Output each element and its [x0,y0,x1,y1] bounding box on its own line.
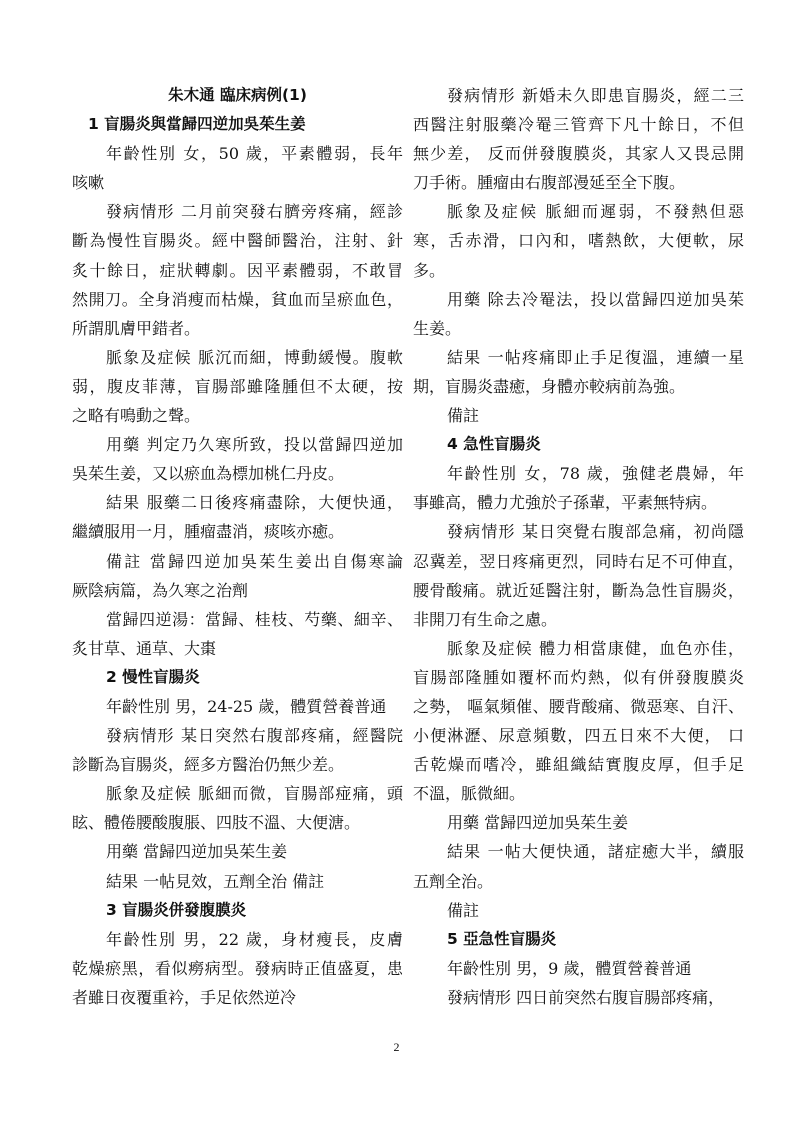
text-line: 結果 一帖疼痛即止手足復溫，連續一星 [447,347,744,367]
text-line: 發病情形 四日前突然右腹盲腸部疼痛， [447,987,725,1007]
right-column [413,81,744,1012]
case-heading [72,663,403,692]
paragraph [72,430,403,488]
text-line: 發病情形 二月前突發右臍旁疼痛，經診 [106,202,403,222]
text-line: 忍冀差，翌日疼痛更烈，同時右足不可伸直， [413,551,744,571]
text-line: 年齡性別 女，50 歲，平素體弱，長年 [106,144,403,164]
paragraph [413,343,744,401]
text-line: 年齡性別 男，22 歲，身材瘦長，皮膚 [106,929,403,949]
paragraph [413,983,744,1012]
text-line: 用藥 當歸四逆加吳茱生姜 [106,842,288,862]
page-title [72,81,403,110]
text-line: 朱木通 臨床病例(1) [168,86,307,104]
text-line: 用藥 除去冷罨法，投以當歸四逆加吳茱 [447,289,744,309]
text-line: 之勢， 嘔氣頻催、腰背酸痛、微惡寒、自汗、 [413,696,744,716]
text-line: 結果 一帖見效，五劑全治 備註 [106,871,325,891]
text-line: 吳茱生姜，又以瘀血為標加桃仁丹皮。 [72,464,345,484]
paragraph [72,139,403,197]
paragraph [72,605,403,663]
paragraph [413,808,744,837]
text-line: 盲腸部隆腫如覆杯而灼熱，似有併發腹膜炎 [413,667,744,687]
text-line: 3 盲腸炎併發腹膜炎 [106,900,247,919]
page-number: 2 [393,1040,400,1054]
text-line: 咳嗽 [72,173,105,193]
case-heading [413,925,744,954]
paragraph [413,81,744,197]
text-line: 炙甘草、通草、大棗 [72,638,217,658]
text-line: 生姜。 [413,318,462,338]
text-line: 厥陰病篇，為久寒之治劑 [72,580,249,600]
paragraph [72,488,403,546]
text-line: 寒，舌赤滑，口內和，嗜熱飲，大便軟，尿 [413,231,744,251]
paragraph [413,517,744,633]
paragraph [413,634,744,809]
text-line: 5 亞急性盲腸炎 [447,929,557,948]
text-line: 事雖高，體力尤強於子孫輩，平素無特病。 [413,493,718,513]
text-line: 備註 [447,406,480,426]
paragraph [72,547,403,605]
paragraph [413,459,744,517]
text-line: 者雖日夜覆重衿，手足依然逆冷 [72,987,297,1007]
case-heading [413,430,744,459]
text-line: 無少差， 反而併發腹膜炎，其家人又畏忌開 [413,144,744,164]
text-line: 1 盲腸炎與當歸四逆加吳茱生姜 [88,115,306,134]
paragraph [413,954,744,983]
paragraph [72,721,403,779]
text-line: 所謂肌膚甲錯者。 [72,318,201,338]
paragraph [413,197,744,284]
text-line: 腰骨酸痛。就近延醫注射，斷為急性盲腸炎， [413,580,744,600]
text-line: 年齡性別 男，24-25 歲，體質營養普通 [106,696,387,716]
paragraph [413,896,744,925]
text-line: 炙十餘日，症狀轉劇。因平素體弱，不敢冒 [72,260,403,280]
text-line: 西醫注射服藥冷罨三管齊下凡十餘日，不但 [413,115,744,135]
paragraph [72,925,403,1012]
text-line: 結果 服藥二日後疼痛盡除，大便快通， [106,493,403,513]
text-line: 多。 [413,260,446,280]
text-line: 眩、體倦腰酸腹脹、四肢不溫、大便溏。 [72,813,361,833]
text-line: 期，盲腸炎盡癒，身體亦較病前為強。 [413,376,686,396]
text-line: 刀手術。腫瘤由右腹部漫延至全下腹。 [413,173,686,193]
text-line: 年齡性別 男，9 歲，體質營養普通 [447,958,692,978]
paragraph [72,343,403,430]
text-line: 乾燥瘀黑，看似癆病型。發病時正值盛夏，患 [72,958,403,978]
text-line: 診斷為盲腸炎，經多方醫治仍無少差。 [72,755,345,775]
text-line: 備註 當歸四逆加吳茱生姜出自傷寒論 [106,551,403,571]
text-line: 備註 [447,900,480,920]
text-line: 之略有鳴動之聲。 [72,406,201,426]
text-line: 五劑全治。 [413,871,494,891]
text-line: 當歸四逆湯：當歸、桂枝、芍藥、細辛、 [106,609,403,629]
text-line: 不溫，脈微細。 [413,784,526,804]
text-line: 4 急性盲腸炎 [447,435,541,454]
case-heading [72,110,403,139]
text-line: 2 慢性盲腸炎 [106,667,200,686]
paragraph [72,837,403,866]
left-column [72,81,403,1012]
text-line: 舌乾燥而嗜冷，雖組織結實腹皮厚，但手足 [413,755,744,775]
text-line: 用藥 當歸四逆加吳茱生姜 [447,813,629,833]
text-line: 弱，腹皮菲薄，盲腸部雖隆腫但不太硬，按 [72,376,403,396]
text-line: 小便淋瀝、尿意頻數，四五日來不大便， 口 [413,726,744,746]
text-line: 脈象及症候 脈細而遲弱，不發熱但惡 [447,202,744,222]
text-line: 發病情形 某日突覺右腹部急痛，初尚隱 [447,522,744,542]
text-line: 用藥 判定乃久寒所致，投以當歸四逆加 [106,435,403,455]
paragraph [72,692,403,721]
text-line: 斷為慢性盲腸炎。經中醫師醫治，注射、針 [72,231,403,251]
text-line: 結果 一帖大便快通，諸症癒大半，續服 [447,842,744,862]
paragraph [72,197,403,342]
paragraph [413,837,744,895]
paragraph [72,779,403,837]
paragraph [413,285,744,343]
text-line: 年齡性別 女，78 歲，強健老農婦，年 [447,464,744,484]
paragraph [413,401,744,430]
paragraph [72,867,403,896]
text-line: 脈象及症候 脈沉而細，博動緩慢。腹軟 [106,347,403,367]
text-line: 繼續服用一月，腫瘤盡消，痰咳亦癒。 [72,522,345,542]
text-line: 脈象及症候 體力相當康健，血色亦佳， [447,638,744,658]
text-line: 然開刀。全身消瘦而枯燥，貧血而呈瘀血色， [72,289,403,309]
text-line: 發病情形 某日突然右腹部疼痛，經醫院 [106,726,403,746]
case-heading [72,896,403,925]
text-line: 脈象及症候 脈細而微，盲腸部痖痛，頭 [106,784,403,804]
text-line: 發病情形 新婚未久即患盲腸炎，經二三 [447,86,744,105]
text-line: 非開刀有生命之慮。 [413,609,558,629]
